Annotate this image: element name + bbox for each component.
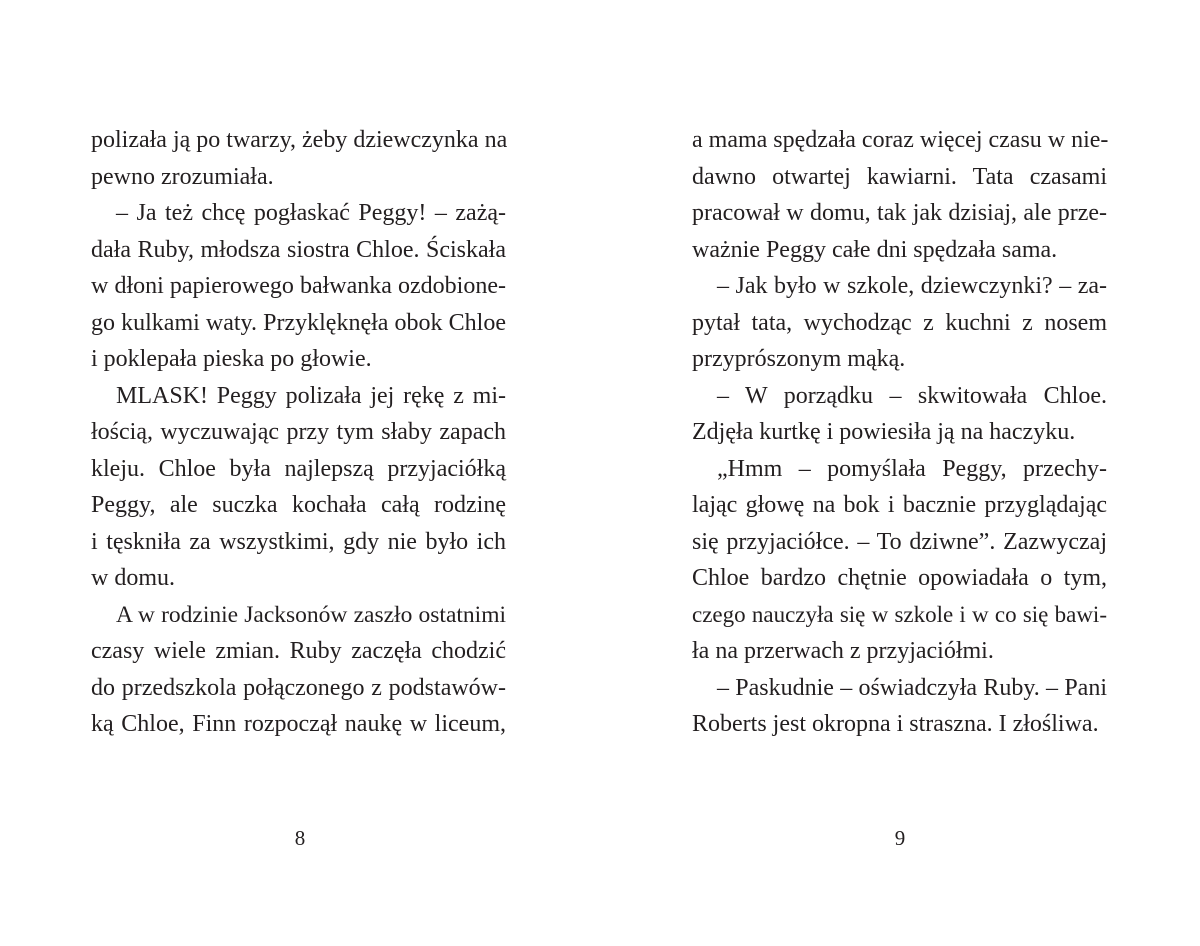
text-line: ła na przerwach z przyjaciółmi.: [692, 638, 994, 664]
text-line: Zdjęła kurtkę i powiesiła ją na haczyku.: [692, 419, 1076, 445]
text-line: i poklepała pieska po głowie.: [91, 346, 372, 372]
text-line: – Paskudnie – oświadczyła Ruby. – Pani: [717, 674, 1107, 701]
text-line: łością, wyczuwając przy tym słaby zapach: [91, 419, 506, 445]
text-line: do przedszkola połączonego z podstawów-: [91, 674, 506, 701]
text-line: pytał tata, wychodząc z kuchni z nosem: [692, 309, 1107, 336]
text-line: ką Chloe, Finn rozpoczął naukę w liceum,: [91, 711, 506, 737]
text-line: czego nauczyła się w szkole i w co się bawi-: [692, 601, 1107, 627]
text-line: przyprószonym mąką.: [692, 346, 906, 372]
text-line: go kulkami waty. Przyklęknęła obok Chloe: [91, 309, 506, 336]
text-line: – W porządku – skwitowała Chloe.: [717, 382, 1107, 409]
text-line: Roberts jest okropna i straszna. I złośliwa.: [692, 711, 1099, 737]
text-line: „Hmm – pomyślała Peggy, przechy-: [717, 455, 1107, 482]
text-line: Peggy, ale suczka kochała całą rodzinę: [91, 492, 506, 518]
text-line: A w rodzinie Jacksonów zaszło ostatnimi: [116, 601, 506, 628]
page-number-right: 9: [894, 826, 906, 850]
text-line: dawno otwartej kawiarni. Tata czasami: [692, 163, 1107, 190]
text-line: w domu.: [91, 565, 175, 591]
text-line: pracował w domu, tak jak dzisiaj, ale prze-: [692, 200, 1107, 226]
page-number-left: 8: [294, 826, 306, 850]
right-page-text: [692, 122, 1107, 743]
text-line: MLASK! Peggy polizała jej rękę z mi-: [116, 382, 506, 409]
text-line: kleju. Chloe była najlepszą przyjaciółką: [91, 455, 506, 482]
text-line: dała Ruby, młodsza siostra Chloe. Ściskała: [91, 236, 506, 263]
left-page-text: [91, 122, 506, 743]
text-line: ważnie Peggy całe dni spędzała sama.: [692, 236, 1058, 263]
text-line: w dłoni papierowego bałwanka ozdobione-: [91, 273, 506, 299]
text-line: – Jak było w szkole, dziewczynki? – za-: [717, 273, 1107, 299]
text-line: Chloe bardzo chętnie opowiadała o tym,: [692, 565, 1107, 591]
text-line: się przyjaciółce. – To dziwne”. Zazwyczaj: [692, 528, 1107, 555]
text-line: czasy wiele zmian. Ruby zaczęła chodzić: [91, 638, 506, 664]
text-line: polizała ją po twarzy, żeby dziewczynka na: [91, 127, 508, 153]
text-line: i tęskniła za wszystkimi, gdy nie było ich: [91, 528, 506, 555]
text-line: lając głowę na bok i bacznie przyglądając: [692, 492, 1107, 518]
text-line: – Ja też chcę pogłaskać Peggy! – zażą-: [116, 200, 506, 226]
text-line: a mama spędzała coraz więcej czasu w nie-: [692, 127, 1109, 153]
text-line: pewno zrozumiała.: [91, 163, 274, 190]
